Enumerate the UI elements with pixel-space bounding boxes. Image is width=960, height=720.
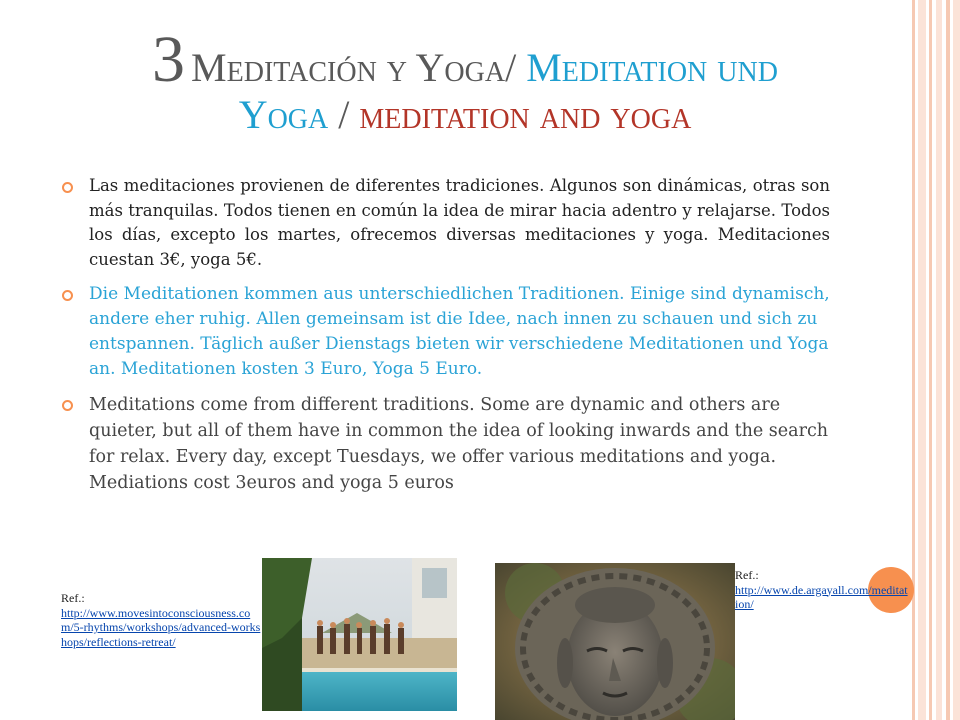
- buddha-statue-photo: [495, 563, 735, 720]
- reference-2: [735, 568, 910, 612]
- title-english: meditation and yoga: [359, 91, 692, 137]
- decorative-stripes: [912, 0, 960, 720]
- title-spanish: Meditación y Yoga: [191, 45, 506, 90]
- reference-label: Ref.:: [735, 568, 759, 582]
- retreat-group-photo: [262, 558, 457, 711]
- reference-label: Ref.:: [61, 591, 85, 605]
- bullet-text: Die Meditationen kommen aus unterschiedlichen Traditionen. Einige sind dynamisch, andere eher ruhig. Allen gemeinsam ist die Idee, nach innen zu schauen und sich zu entspannen. Täglich außer Dienstags bieten wir verschiedene Meditationen und Yoga an. Meditationen kosten 3 Euro, Yoga 5 Euro.: [89, 284, 830, 379]
- title-separator: /: [505, 45, 527, 90]
- title-number: 3: [152, 23, 188, 96]
- bullet-text: Meditations come from different traditions. Some are dynamic and others are quieter, but all of them have in common the idea of looking inwards and the search for relax. Every day, except Tuesdays, we offer various meditations and yoga. Mediations cost 3euros and yoga 5 euros: [89, 395, 829, 493]
- title-german-cont: Yoga: [238, 91, 329, 137]
- reference-link[interactable]: http://www.movesintoconsciousness.com/5-rhythms/workshops/advanced-workshops/reflections-retreat/: [61, 605, 261, 649]
- bullet-circle-icon: [62, 290, 73, 301]
- bullet-circle-icon: [62, 182, 73, 193]
- bullet-english: [60, 392, 830, 496]
- bullet-text: Las meditaciones provienen de diferentes tradiciones. Algunos son dinámicas, otras son más tranquilas. Todos tienen en común la idea de mirar hacia adentro y relajarse. Todos los días, excepto los martes, ofrecemos diversas meditaciones y yoga. Meditaciones cuestan 3€, yoga 5€.: [89, 176, 830, 269]
- bullet-spanish: [60, 174, 830, 272]
- bullet-german: [60, 282, 830, 382]
- reference-1: [61, 591, 261, 649]
- bullet-circle-icon: [62, 400, 73, 411]
- title-separator-2: /: [328, 91, 360, 137]
- slide-title: [60, 22, 870, 138]
- title-german: Meditation und: [526, 45, 778, 90]
- bullet-list: [60, 174, 830, 506]
- reference-link[interactable]: http://www.de.argayall.com/meditation/: [735, 582, 908, 611]
